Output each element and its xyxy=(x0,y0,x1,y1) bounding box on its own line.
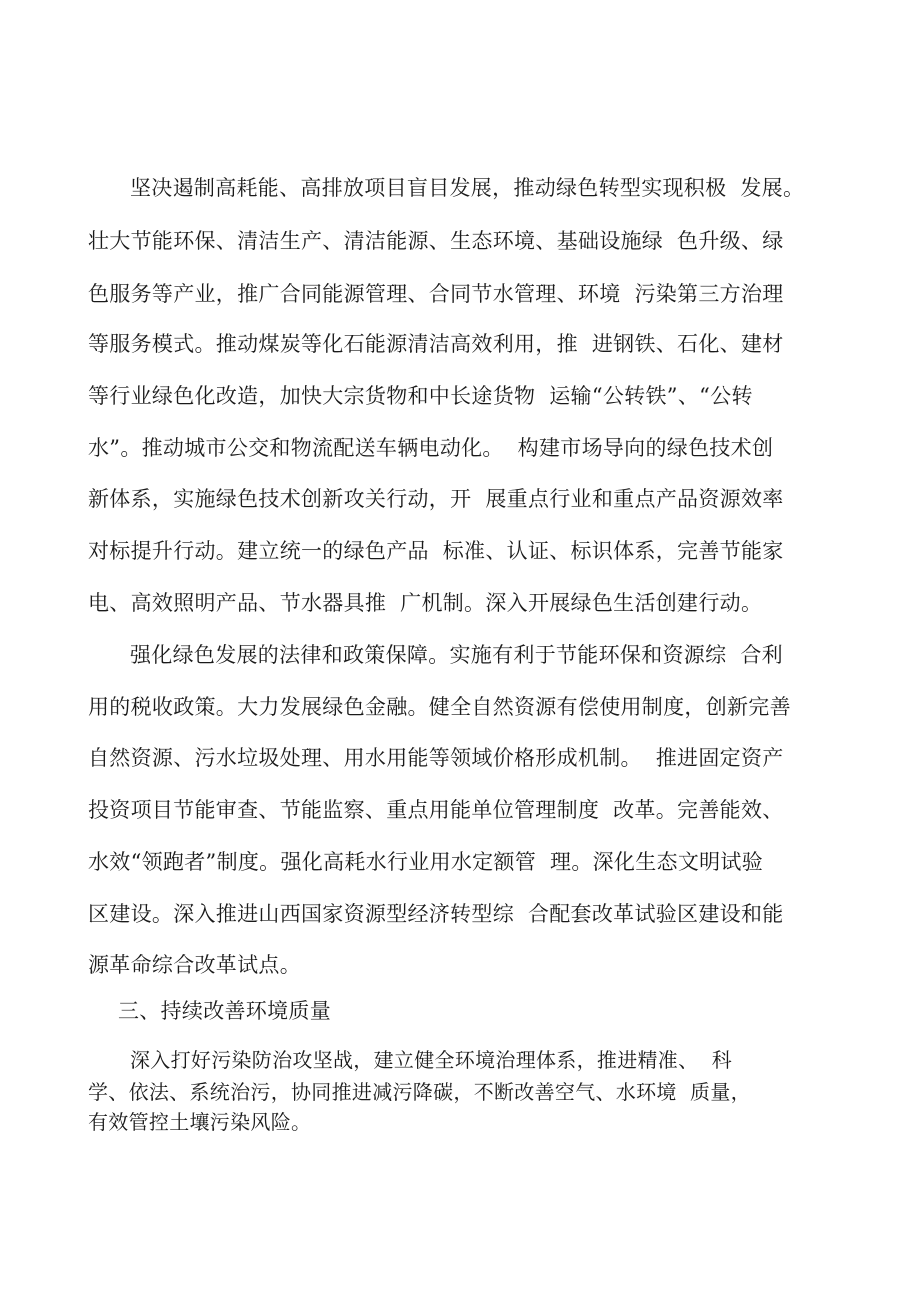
section-heading: 三、持续改善环境质量 xyxy=(118,999,331,1023)
paragraph-line: 自然资源、污水垃圾处理、用水用能等领域价格形成机制。 推进固定资产 xyxy=(88,746,784,770)
paragraph-line: 用的税收政策。大力发展绿色金融。健全自然资源有偿使用制度，创新完善 xyxy=(88,695,791,719)
paragraph-line: 源革命综合改革试点。 xyxy=(88,953,301,977)
paragraph-line: 对标提升行动。建立统一的绿色产品 标准、认证、标识体系，完善节能家 xyxy=(88,539,784,563)
paragraph-line: 投资项目节能审查、节能监察、重点用能单位管理制度 改革。完善能效、 xyxy=(88,798,784,822)
paragraph-line: 坚决遏制高耗能、高排放项目盲目发展，推动绿色转型实现积极 发展。 xyxy=(130,176,805,200)
paragraph-line: 学、依法、系统治污，协同推进减污降碳，不断改善空气、水环境 质量， xyxy=(88,1080,751,1104)
paragraph-line: 壮大节能环保、清洁生产、清洁能源、生态环境、基础设施绿 色升级、绿 xyxy=(88,229,784,253)
paragraph-line: 深入打好污染防治攻坚战，建立健全环境治理体系，推进精准、 科 xyxy=(130,1048,733,1072)
paragraph-line: 色服务等产业，推广合同能源管理、合同节水管理、环境 污染第三方治理 xyxy=(88,282,784,306)
paragraph-line: 等服务模式。推动煤炭等化石能源清洁高效利用，推 进钢铁、石化、建材 xyxy=(88,332,784,356)
paragraph-line: 电、高效照明产品、节水器具推 广机制。深入开展绿色生活创建行动。 xyxy=(88,591,763,615)
paragraph-line: 水”。推动城市公交和物流配送车辆电动化。 构建市场导向的绿色技术创 xyxy=(88,436,774,460)
paragraph-line: 有效管控土壤污染风险。 xyxy=(88,1110,312,1134)
paragraph-line: 强化绿色发展的法律和政策保障。实施有利于节能环保和资源综 合利 xyxy=(130,643,783,667)
paragraph-line: 等行业绿色化改造，加快大宗货物和中长途货物 运输“公转铁”、“公转 xyxy=(88,384,753,408)
paragraph-line: 区建设。深入推进山西国家资源型经济转型综 合配套改革试验区建设和能 xyxy=(88,902,784,926)
paragraph-line: 新体系，实施绿色技术创新攻关行动，开 展重点行业和重点产品资源效率 xyxy=(88,487,784,511)
paragraph-line: 水效“领跑者”制度。强化高耗水行业用水定额管 理。深化生态文明试验 xyxy=(88,850,764,874)
